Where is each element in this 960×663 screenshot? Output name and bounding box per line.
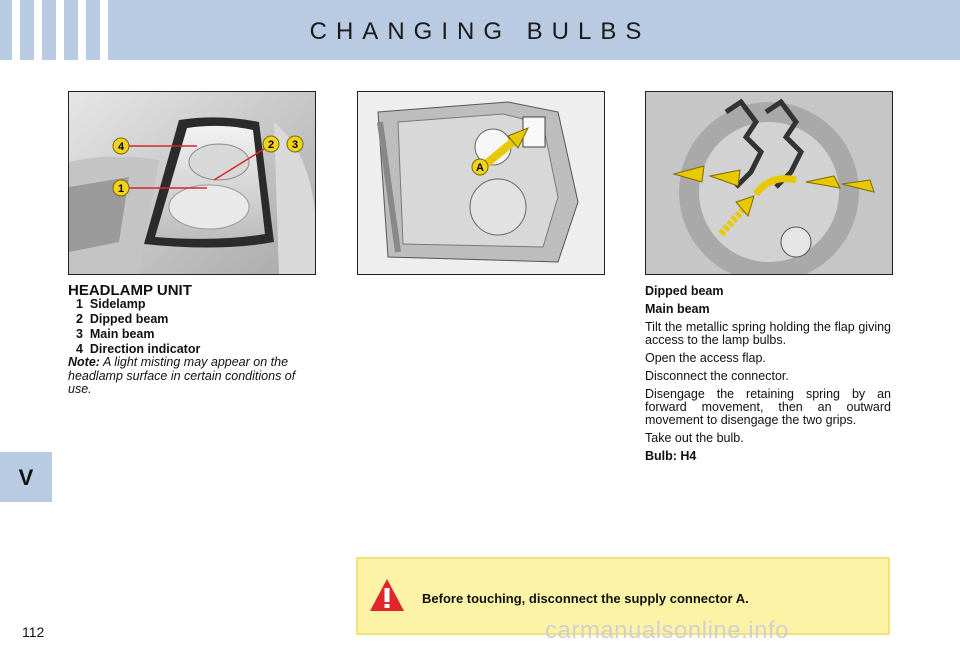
note-label: Note: [68,355,100,369]
instructions [645,285,891,468]
headlamp-legend [76,297,200,357]
instruction-step: Take out the bulb. [645,431,744,445]
heading-dipped-beam: Dipped beam [645,284,724,298]
header-stripe [12,0,20,60]
callout-3 [287,136,303,152]
instruction-step: Disconnect the connector. [645,369,789,383]
header-stripe [78,0,86,60]
header-stripe [100,0,108,60]
instruction-step: Open the access flap. [645,351,766,365]
headlamp-unit-title: HEADLAMP UNIT [68,282,192,299]
instruction-step: Tilt the metallic spring holding the flap giving access to the lamp bulbs. [645,320,891,347]
page-title: CHANGING BULBS [309,18,651,45]
note-text: A light misting may appear on the headlamp surface in certain conditions of use. [68,355,296,396]
callout-2 [263,136,279,152]
legend-item: 4 Direction indicator [76,342,201,356]
watermark: carmanualsonline.info [545,617,789,644]
callout-a [472,159,488,175]
section-tab [0,452,52,502]
bulb-type: Bulb: H4 [645,449,697,463]
svg-text:2: 2 [267,139,275,151]
svg-text:A: A [476,162,484,174]
section-tab-label: V [18,465,34,490]
warning-text: Before touching, disconnect the supply connector A. [422,591,749,606]
page-header [0,0,960,60]
callout-1 [113,180,129,196]
svg-text:1: 1 [117,183,125,195]
svg-text:4: 4 [117,141,125,153]
headlamp-note [68,356,316,397]
headlamp-photo [68,91,316,275]
legend-item: 1 Sidelamp [76,297,146,311]
header-stripe [56,0,64,60]
callout-4 [113,138,129,154]
spring-clip-photo [645,91,893,275]
headlamp-rear-photo [357,91,605,275]
header-stripe [34,0,42,60]
legend-item: 2 Dipped beam [76,312,169,326]
page-number: 112 [22,624,45,640]
legend-item: 3 Main beam [76,327,155,341]
instruction-step: Disengage the retaining spring by an forward movement, then an outward movement to disengage the two grips. [645,387,891,427]
svg-text:3: 3 [291,139,299,151]
heading-main-beam: Main beam [645,302,710,316]
warning-icon [368,577,406,613]
